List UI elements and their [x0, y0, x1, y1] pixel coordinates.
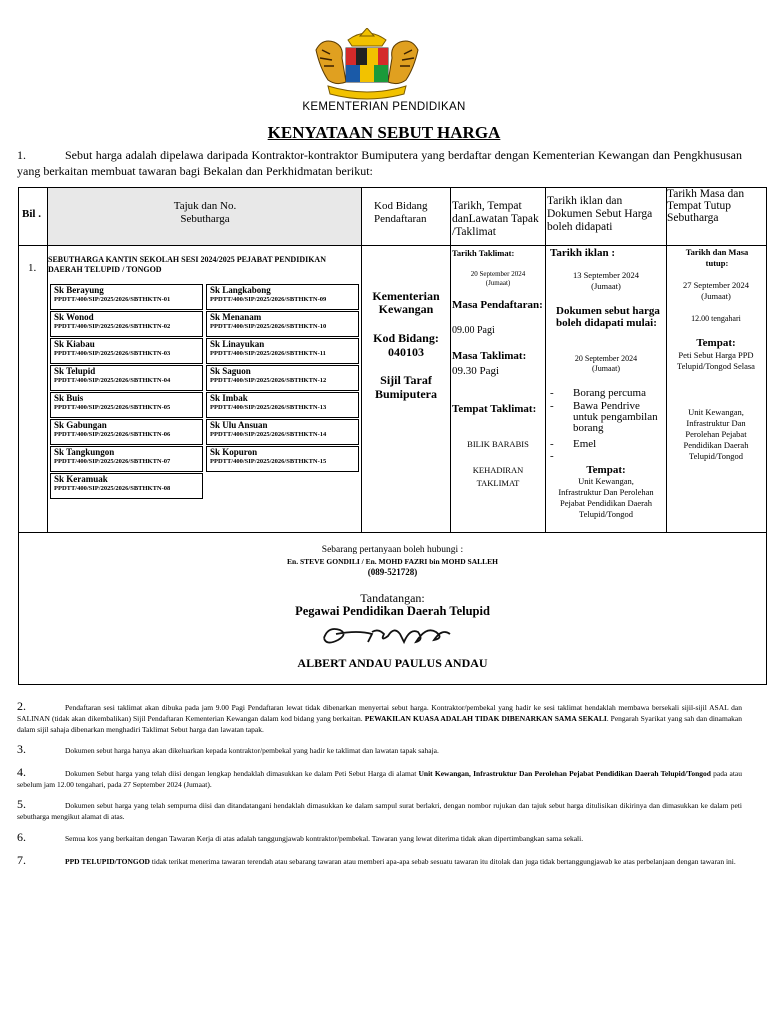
crest-emblem — [308, 28, 426, 100]
closing-day: (Jumaat) — [701, 291, 731, 301]
officer-name: ALBERT ANDAU PAULUS ANDAU — [297, 656, 488, 670]
school-box — [206, 311, 359, 337]
school-name: Sk Berayung — [54, 285, 104, 295]
school-code: PPDTT/400/SIP/2025/2026/SBTHKTN-02 — [54, 323, 171, 330]
school-name: Sk Ulu Ansuan — [210, 420, 268, 430]
intro-number: 1. — [17, 148, 26, 162]
signature-image — [318, 620, 458, 650]
contact-phone: (089-521728) — [367, 567, 418, 577]
school-name: Sk Wonod — [54, 312, 94, 322]
kod-label: Kod Bidang: — [373, 331, 439, 345]
contact-persons: En. STEVE GONDILI / En. MOHD FAZRI bin MOHD SALLEH — [287, 557, 498, 566]
school-box — [50, 311, 203, 337]
school-box — [50, 419, 203, 445]
ad-date: 13 September 2024 — [572, 270, 640, 280]
school-name: Sk Langkabong — [210, 285, 271, 295]
school-code: PPDTT/400/SIP/2025/2026/SBTHKTN-05 — [54, 404, 171, 411]
item-borang: Borang percuma — [573, 387, 646, 399]
note-7: 7. PPD TELUPID/TONGOD tidak terikat menerima tawaran terendah atau sebarang tawaran atau memberi apa-apa sebab sesuatu tawaran itu ditolak dan juga tidak bertanggungjawab ke atas perbelanjaan dengan tawaran ini. — [17, 853, 736, 867]
closing-place-label: Tempat: — [696, 337, 736, 349]
taklimat-date: 20 September 2024 — [470, 270, 526, 278]
row-title: SEBUTHARGA KANTIN SEKOLAH SESI 2024/2025 PEJABAT PENDIDIKAN DAERAH TELUPID / TONGOD — [48, 255, 326, 274]
school-box — [50, 392, 203, 418]
closing-label: Tarikh dan Masa tutup: — [685, 247, 749, 268]
school-box — [206, 338, 359, 364]
school-code: PPDTT/400/SIP/2025/2026/SBTHKTN-12 — [210, 377, 327, 384]
school-code: PPDTT/400/SIP/2025/2026/SBTHKTN-03 — [54, 350, 171, 357]
header-tarikh: Tarikh, Tempat danLawatan Tapak /Taklimat — [452, 200, 539, 238]
ad-date-label: Tarikh iklan : — [550, 247, 616, 259]
school-box — [50, 365, 203, 391]
school-box — [206, 284, 359, 310]
closing-place: Unit Kewangan, Infrastruktur Dan Perolehan Pejabat Pendidikan Daerah Telupid/Tongod — [683, 407, 749, 461]
note-3: 3. Dokumen sebut harga hanya akan dikeluarkan kepada kontraktor/pembekal yang hadir ke taklimat dan lawatan tapak sahaja. — [17, 742, 439, 756]
school-box — [206, 419, 359, 445]
school-code: PPDTT/400/SIP/2025/2026/SBTHKTN-01 — [54, 296, 171, 303]
page-title: KENYATAAN SEBUT HARGA — [267, 123, 501, 142]
header-tajuk: Tajuk dan No. Sebutharga — [173, 200, 237, 225]
note-number: 6. — [17, 830, 26, 844]
school-name: Sk Gabungan — [54, 420, 107, 430]
closing-date: 27 September 2024 — [682, 280, 750, 290]
school-box — [206, 392, 359, 418]
school-name: Sk Buis — [54, 393, 84, 403]
header-iklan: Tarikh iklan dan Dokumen Sebut Harga boleh didapati — [547, 195, 653, 233]
school-name: Sk Telupid — [54, 366, 96, 376]
kod-ministry: Kementerian Kewangan — [372, 289, 440, 316]
note-number: 7. — [17, 853, 26, 867]
school-code: PPDTT/400/SIP/2025/2026/SBTHKTN-11 — [210, 350, 326, 357]
document-day: (Jumaat) — [592, 364, 620, 373]
school-code: PPDTT/400/SIP/2025/2026/SBTHKTN-15 — [210, 458, 327, 465]
school-code: PPDTT/400/SIP/2025/2026/SBTHKTN-10 — [210, 323, 327, 330]
kod-bumiputera: Sijil Taraf Bumiputera — [374, 373, 437, 401]
officer-title: Pegawai Pendidikan Daerah Telupid — [295, 604, 490, 618]
school-box — [50, 284, 203, 310]
school-code: PPDTT/400/SIP/2025/2026/SBTHKTN-13 — [210, 404, 327, 411]
school-code: PPDTT/400/SIP/2025/2026/SBTHKTN-09 — [210, 296, 327, 303]
note-number: 5. — [17, 797, 26, 811]
taklimat-day: (Jumaat) — [485, 279, 511, 287]
taklimat-time: 09.30 Pagi — [452, 365, 500, 377]
taklimat-date-label: Tarikh Taklimat: — [452, 248, 515, 258]
school-name: Sk Keramuak — [54, 474, 108, 484]
school-code: PPDTT/400/SIP/2025/2026/SBTHKTN-06 — [54, 431, 171, 438]
taklimat-attendance: KEHADIRAN TAKLIMAT — [472, 465, 524, 488]
school-name: Sk Imbak — [210, 393, 248, 403]
school-box — [206, 365, 359, 391]
kod-value: 040103 — [388, 345, 424, 359]
intro-paragraph — [17, 147, 742, 179]
signature-label: Tandatangan: — [360, 591, 425, 605]
header-bil: Bil . — [22, 208, 41, 220]
school-name: Sk Tangkungon — [54, 447, 115, 457]
note-number: 3. — [17, 742, 26, 756]
note-number: 2. — [17, 699, 26, 713]
school-code: PPDTT/400/SIP/2025/2026/SBTHKTN-08 — [54, 485, 171, 492]
header-kod: Kod Bidang Pendaftaran — [374, 200, 428, 225]
closing-time: 12.00 tengahari — [691, 314, 741, 323]
school-name: Sk Kopuron — [210, 447, 258, 457]
school-name: Sk Menanam — [210, 312, 262, 322]
header-masa: Tarikh Masa dan Tempat Tutup Sebutharga — [667, 188, 745, 224]
document-available-label: Dokumen sebut harga boleh didapati mulai: — [556, 305, 660, 329]
school-name: Sk Linayukan — [210, 339, 265, 349]
closing-box: Peti Sebut Harga PPD Telupid/Tongod Selasa — [677, 350, 755, 371]
item-emel: Emel — [573, 438, 597, 450]
item-pendrive: Bawa Pendrive untuk pengambilan borang — [573, 400, 658, 434]
ad-place: Unit Kewangan, Infrastruktur Dan Perolehan Pejabat Pendidikan Daerah Telupid/Tongod — [558, 476, 654, 519]
school-code: PPDTT/400/SIP/2025/2026/SBTHKTN-07 — [54, 458, 171, 465]
note-5: 5. Dokumen sebut harga yang telah sempurna diisi dan ditandatangani hendaklah dimasukkan ke dalam sampul surat berlakri, dengan nombor rujukan dan tajuk sebut harga ditulisikan dikirinya dan dimasukkan ke dalam peti sebutharga mengikut alamat di atas. — [17, 797, 742, 821]
school-box — [206, 446, 359, 472]
school-box — [50, 338, 203, 364]
ad-day: (Jumaat) — [591, 281, 621, 291]
taklimat-place-label: Tempat Taklimat: — [452, 403, 537, 415]
school-name: Sk Kiabau — [54, 339, 95, 349]
school-code: PPDTT/400/SIP/2025/2026/SBTHKTN-14 — [210, 431, 327, 438]
note-number: 4. — [17, 765, 26, 779]
school-code: PPDTT/400/SIP/2025/2026/SBTHKTN-04 — [54, 377, 171, 384]
school-name: Sk Saguon — [210, 366, 251, 376]
taklimat-time-label: Masa Taklimat: — [452, 350, 527, 362]
note-4: 4. Dokumen Sebut harga yang telah diisi dengan lengkap hendaklah dimasukkan ke dalam Peti Sebut Harga di alamat Unit Kewangan, Infrastruktur Dan Perolehan Pejabat Pendidikan Daerah Telupid/Tongod pada atau sebelum jam 12.00 tengahari, pada 27 September 2024 (Jumaat). — [17, 765, 743, 789]
document-date: 20 September 2024 — [574, 354, 638, 363]
registration-time-label: Masa Pendaftaran: — [452, 299, 543, 311]
taklimat-place: BILIK BARABIS — [467, 439, 529, 449]
ad-place-label: Tempat: — [586, 464, 626, 476]
row-number: 1. — [28, 262, 37, 274]
school-box — [50, 446, 203, 472]
registration-time: 09.00 Pagi — [452, 325, 495, 336]
note-6: 6. Semua kos yang berkaitan dengan Tawaran Kerja di atas adalah tanggungjawab kontraktor/pembekal. Tawaran yang lewat diterima tidak akan dipertimbangkan sama sekali. — [17, 830, 584, 844]
note-2: 2. Pendaftaran sesi taklimat akan dibuka pada jam 9.00 Pagi Pendaftaran lewat tidak dibenarkan menyertai sebut harga. Kontraktor/pembekal yang hadir ke sesi taklimat hendaklah membawa bersekali sijil-sijil ASAL dan SALINAN (tidak akan dikembalikan) Sijil Pendaftaran Kementerian Kewangan dalam kod bidang yang berkaitan. PEWAKILAN KUASA ADALAH TIDAK DIBENARKAN SAMA SEKALI. Pengarah Syarikat yang sah dan dinamakan dalam sijil sahaja dibenarkan menghadiri Taklimat Sebut harga dan lawatan tapak. — [17, 699, 743, 734]
ministry-name: KEMENTERIAN PENDIDIKAN — [302, 101, 466, 113]
contact-line: Sebarang pertanyaan boleh hubungi : — [321, 545, 464, 555]
intro-text: Sebut harga adalah dipelawa daripada Kontraktor-kontraktor Bumiputera yang berdaftar dengan Kementerian Kewangan dan Pengkhususan yang berkaitan membuat tawaran bagi Bekalan dan Perkhidmatan berikut: — [17, 148, 742, 178]
school-box — [50, 473, 203, 499]
